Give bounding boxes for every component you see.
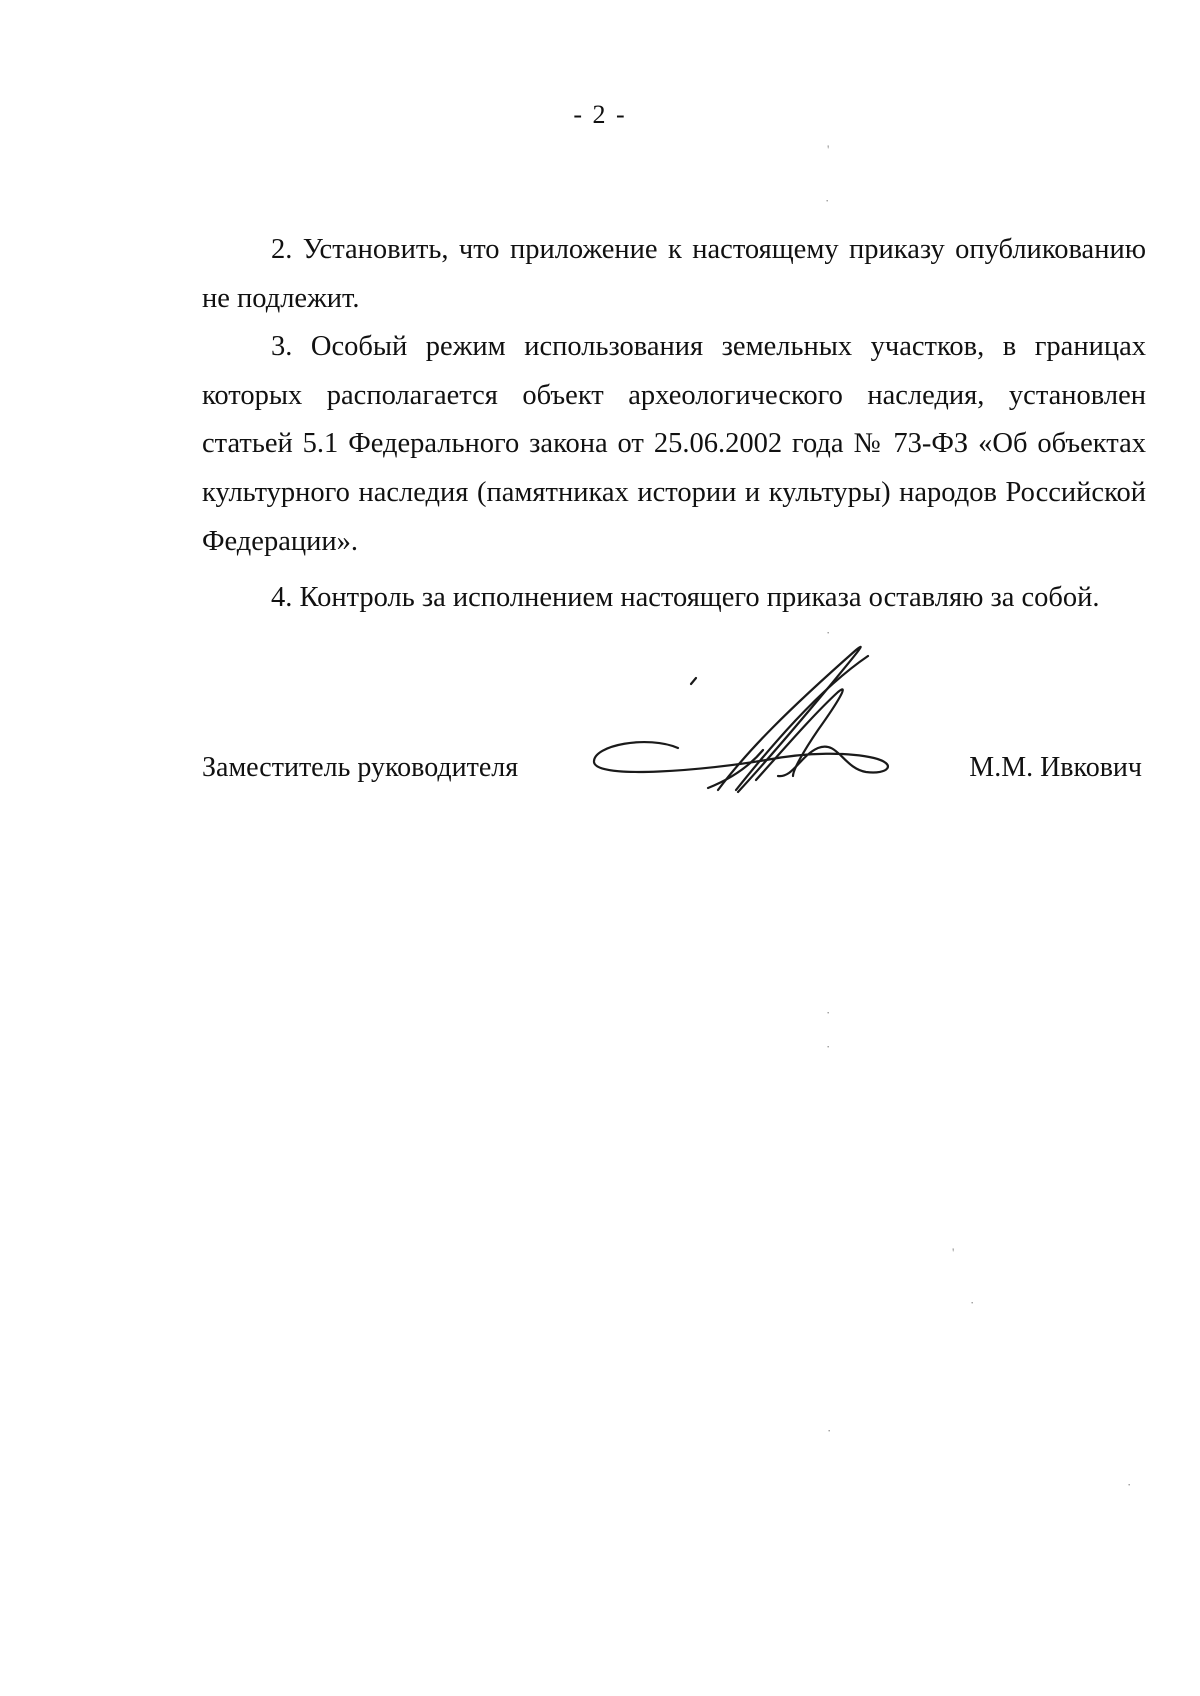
scan-speck: · [826,1039,831,1054]
scan-speck: ' [952,1245,955,1260]
signatory-name: М.М. Ивкович [969,752,1142,783]
scan-speck: · [827,1423,832,1438]
scan-speck: · [1127,1477,1132,1492]
document-body [202,226,1146,623]
signature-row [202,752,1142,802]
scan-speck: · [826,625,831,640]
scan-speck: · [970,1295,975,1310]
page-number: - 2 - [573,100,627,129]
scan-speck: ' [827,142,830,157]
scan-speck: · [825,193,830,208]
paragraph-4: 4. Контроль за исполнением настоящего приказа оставляю за собой. [271,582,1100,614]
signatory-position: Заместитель руководителя [202,752,519,783]
scan-speck: · [826,1005,831,1020]
paragraph-3: 3. Особый режим использования земельных участков, в границах которых располагается объект археологического наследия, установлен статьей 5.1 Федерального закона от 25.06.2002 года № 73-ФЗ «Об объектах культурного наследия (памятниках истории и культуры) народов Российской Федерации». [202,331,1146,557]
paragraph-2: 2. Установить, что приложение к настоящему приказу опубликованию не подлежит. [202,234,1146,314]
